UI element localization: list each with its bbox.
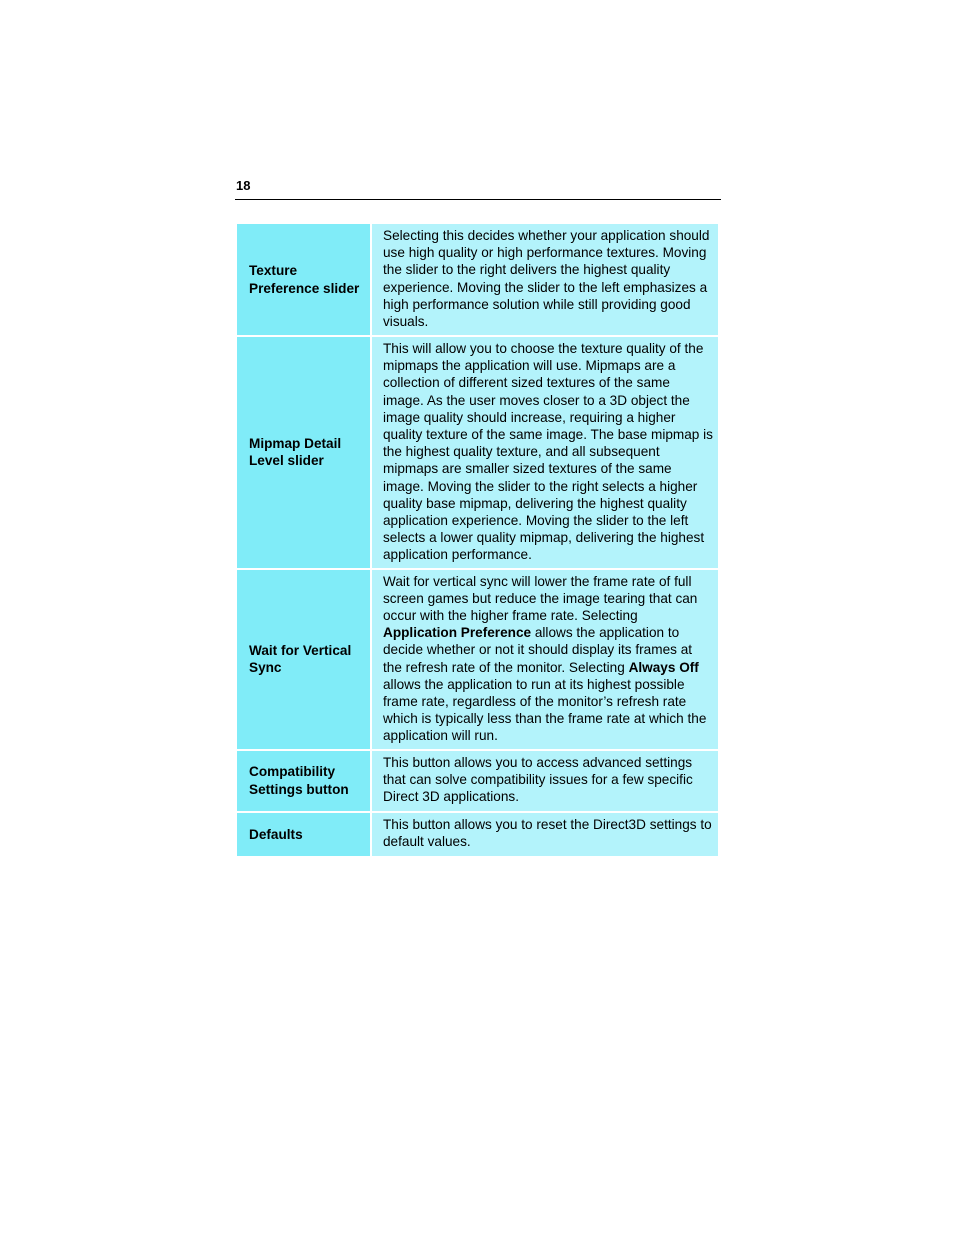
description-text: Wait for vertical sync will lower the frame rate of full screen games but reduce the image tearing that can occur with the higher frame rate. Selecting (383, 573, 698, 624)
term-cell: Compatibility Settings button (237, 751, 370, 811)
page-number: 18 (236, 178, 251, 193)
term-cell: Wait for Vertical Sync (237, 570, 370, 749)
description-cell: This button allows you to access advanced settings that can solve compatibility issues for a few specific Direct 3D applications. (372, 751, 718, 811)
description-text: allows the application to run at its highest possible frame rate, regardless of the monitor’s refresh rate which is typically less than the frame rate at which the application will run. (383, 676, 707, 744)
term-cell: Defaults (237, 813, 370, 856)
table-row (237, 751, 718, 811)
description-cell: This will allow you to choose the texture quality of the mipmaps the application will use. Mipmaps are a collection of different sized textures of the same image. As the user moves closer to a 3D object the image quality should increase, requiring a higher quality texture of the same image. The base mipmap is the highest quality texture, and all subsequent mipmaps are smaller sized textures of the same image. Moving the slider to the right selects a higher quality base mipmap, delivering the highest quality application experience. Moving the slider to the left selects a lower quality mipmap, delivering the highest application performance. (372, 337, 718, 568)
table-row (237, 813, 718, 856)
table-row (237, 224, 718, 335)
header-rule (235, 199, 721, 200)
settings-table (235, 222, 720, 858)
description-cell: This button allows you to reset the Direct3D settings to default values. (372, 813, 718, 856)
table-row (237, 570, 718, 749)
option-application-preference: Application Preference (383, 625, 532, 641)
term-cell: Texture Preference slider (237, 224, 370, 335)
description-text: allows the application to decide whether or not it should display its frames at the refresh rate of the monitor. Selecting (383, 625, 693, 675)
table-row (237, 337, 718, 568)
term-cell: Mipmap Detail Level slider (237, 337, 370, 568)
description-cell: Selecting this decides whether your application should use high quality or high performance textures. Moving the slider to the right delivers the highest quality experience. Moving the slider to the left emphasizes a high performance solution while still providing good visuals. (372, 224, 718, 335)
option-always-off: Always Off (628, 659, 699, 675)
description-cell (372, 570, 718, 749)
